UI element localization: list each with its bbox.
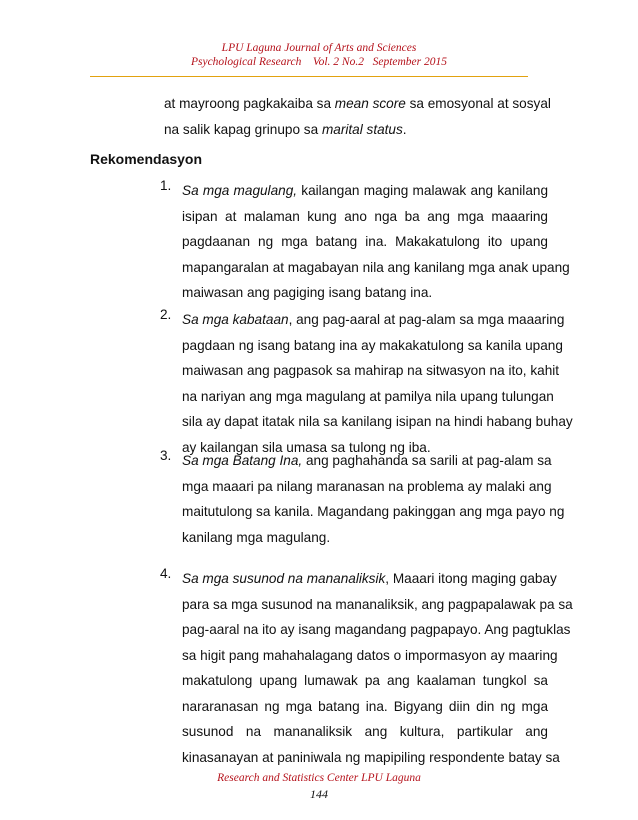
- item-line: pagdaanan ng mga batang ina. Makakatulong ito upang: [182, 234, 548, 249]
- journal-issue-info: Psychological Research Vol. 2 No.2 September 2015: [190, 56, 448, 68]
- item-text-rest: , ang pag-aaral at pag-alam sa mga maaaring: [288, 312, 565, 327]
- item-line: kinasanayan at paniniwala ng mapipiling respondente batay sa: [182, 749, 560, 765]
- intro-paragraph: [164, 91, 551, 143]
- item-line: para sa mga susunod na mananaliksik, ang pagpapalawak pa sa: [182, 596, 573, 612]
- item-line: pagdaan ng isang batang ina ay makakatulong sa kanila upang: [182, 337, 563, 353]
- item-number: 4.: [160, 566, 172, 581]
- item-text-rest: , Maaari itong maging gabay: [385, 571, 557, 586]
- page-number: 144: [310, 787, 328, 801]
- item-number: 3.: [160, 448, 172, 463]
- item-lead: Sa mga kabataan: [182, 312, 289, 327]
- section-heading: Rekomendasyon: [90, 151, 203, 167]
- item-line: [182, 307, 565, 333]
- item-line: [182, 178, 548, 204]
- item-lead: Sa mga susunod na mananaliksik: [182, 571, 386, 586]
- journal-title: LPU Laguna Journal of Arts and Sciences: [221, 42, 417, 54]
- intro-text: at mayroong pagkakaiba sa: [164, 96, 335, 111]
- item-text: [182, 307, 573, 460]
- item-text-rest: ang paghahanda sa sarili at pag-alam sa: [302, 453, 552, 468]
- item-line: mapangaralan at magabayan nila ang kanilang mga anak upang: [182, 259, 570, 275]
- header-divider: [90, 76, 528, 77]
- item-line: na nariyan ang mga magulang at pamilya nila upang tulungan: [182, 388, 554, 404]
- item-line: maitutulong sa kanila. Magandang pakinggan ang mga payo ng: [182, 504, 565, 519]
- item-line: [182, 448, 552, 474]
- item-lead: Sa mga magulang,: [182, 183, 298, 198]
- item-line: sa higit pang mahahalagang datos o impormasyon ay maaring: [182, 647, 558, 663]
- item-line: sila ay dapat itatak nila sa kanilang isipan na hindi habang buhay: [182, 414, 573, 429]
- item-text-rest: kailangan maging malawak ang kanilang: [297, 183, 549, 198]
- footer-publisher: Research and Statistics Center LPU Laguna: [217, 772, 421, 784]
- item-line: ay kailangan sila umasa sa tulong ng iba.: [182, 439, 431, 455]
- item-number: 1.: [160, 178, 172, 193]
- item-line: susunod na mananaliksik ang kultura, partikular ang: [182, 724, 548, 739]
- item-text: [182, 566, 573, 770]
- intro-emphasis: marital status: [321, 122, 403, 137]
- intro-line-1: [164, 91, 551, 117]
- item-text: [182, 178, 570, 306]
- item-line: makatulong upang lumawak pa ang kaalaman tungkol sa: [182, 673, 548, 688]
- item-line: pag-aaral na ito ay isang magandang pagpapayo. Ang pagtuklas: [182, 622, 571, 637]
- item-text: [182, 448, 565, 550]
- intro-line-2: [164, 117, 548, 143]
- item-line: maiwasan ang pagpasok sa mahirap na sitwasyon na ito, kahit: [182, 363, 560, 378]
- item-line: isipan at malaman kung ano nga ba ang mga maaaring: [182, 208, 548, 224]
- item-number: 2.: [160, 307, 172, 322]
- intro-text: .: [402, 122, 407, 137]
- item-lead: Sa mga Batang Ina,: [182, 453, 303, 468]
- item-line: maiwasan ang pagiging isang batang ina.: [182, 285, 433, 300]
- item-line: nararanasan ng mga batang ina. Bigyang diin din ng mga: [182, 698, 548, 714]
- intro-text: na salik kapag grinupo sa: [164, 122, 322, 137]
- intro-text: sa emosyonal at sosyal: [405, 96, 551, 111]
- intro-emphasis: mean score: [334, 96, 406, 111]
- item-line: mga maaari pa nilang maranasan na problema ay malaki ang: [182, 478, 552, 494]
- item-line: [182, 566, 557, 592]
- item-line: kanilang mga magulang.: [182, 529, 331, 545]
